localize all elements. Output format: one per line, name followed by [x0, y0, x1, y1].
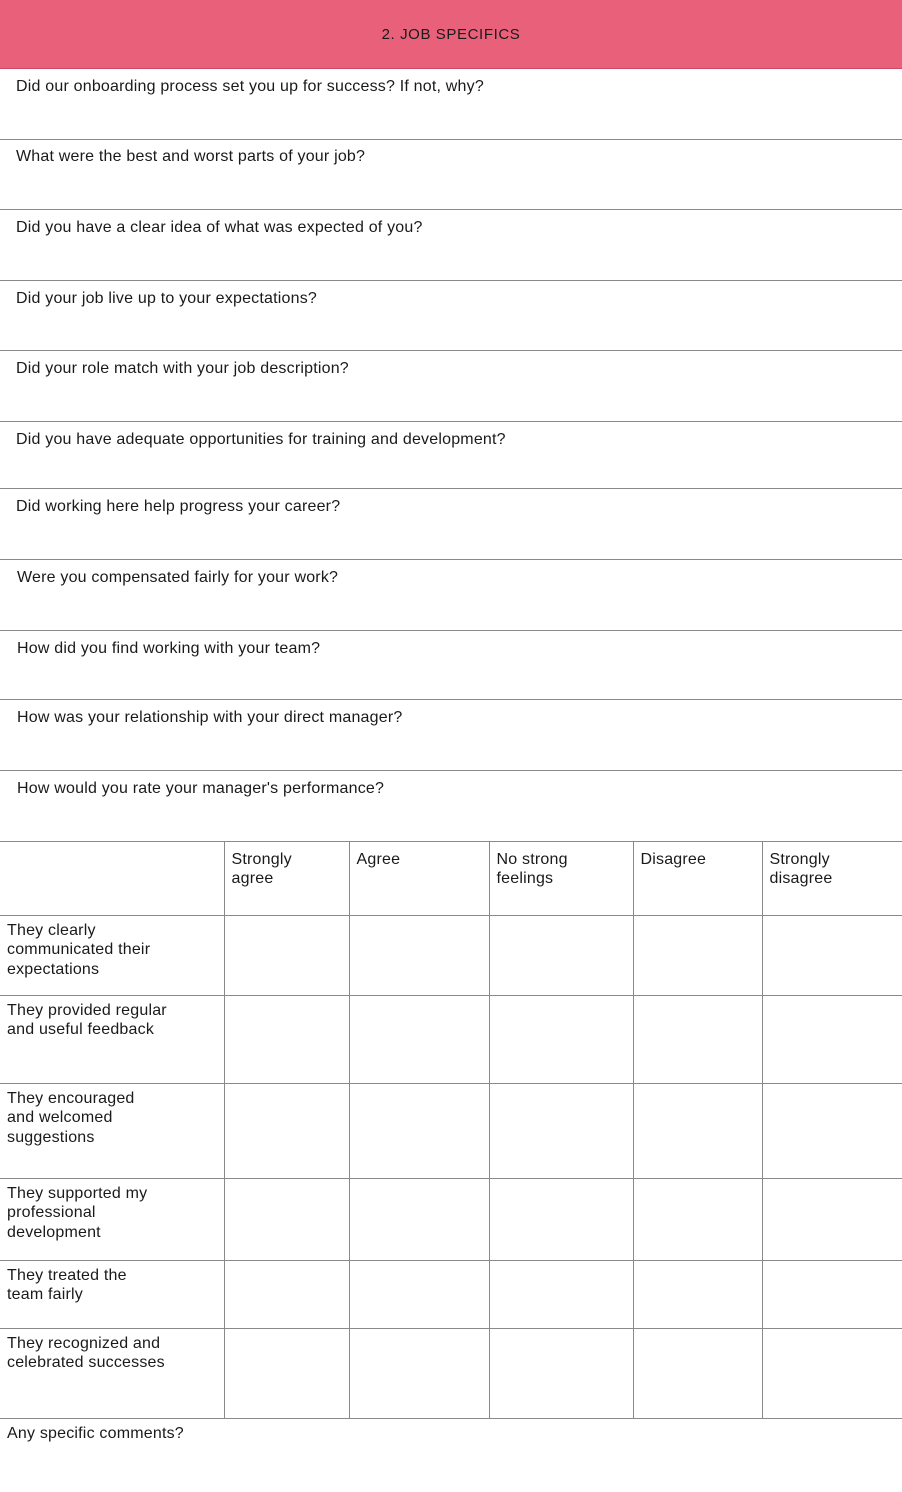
rating-row-fairness	[0, 1261, 902, 1329]
rating-cell-no-strong-feelings[interactable]	[489, 1261, 633, 1329]
question-label: How was your relationship with your direct manager?	[17, 709, 403, 726]
statement-label: They recognized and celebrated successes	[0, 1329, 224, 1419]
statement-label: They encouraged and welcomed suggestions	[0, 1084, 224, 1179]
question-label: Did working here help progress your career?	[16, 498, 341, 515]
question-label: Did you have a clear idea of what was expected of you?	[16, 219, 423, 236]
question-training[interactable]	[0, 422, 902, 489]
rating-cell-no-strong-feelings[interactable]	[489, 1329, 633, 1419]
rating-cell-strongly-agree[interactable]	[224, 1084, 349, 1179]
question-compensation[interactable]	[0, 560, 902, 631]
comments-field[interactable]	[0, 1420, 902, 1492]
rating-header-row	[0, 842, 902, 916]
question-best-worst-parts[interactable]	[0, 140, 902, 210]
rating-row-suggestions	[0, 1084, 902, 1179]
statement-label: They provided regular and useful feedback	[0, 996, 224, 1084]
rating-cell-disagree[interactable]	[633, 1084, 762, 1179]
question-role-match[interactable]	[0, 351, 902, 422]
question-onboarding[interactable]	[0, 69, 902, 140]
rating-cell-strongly-disagree[interactable]	[762, 1261, 902, 1329]
column-no-strong-feelings: No strong feelings	[489, 842, 633, 916]
rating-cell-no-strong-feelings[interactable]	[489, 1179, 633, 1261]
rating-cell-agree[interactable]	[349, 1261, 489, 1329]
rating-row-communicated	[0, 916, 902, 996]
column-agree: Agree	[349, 842, 489, 916]
rating-cell-no-strong-feelings[interactable]	[489, 916, 633, 996]
question-label: How did you find working with your team?	[17, 640, 321, 657]
rating-cell-disagree[interactable]	[633, 1329, 762, 1419]
question-label: Did your job live up to your expectations?	[16, 290, 318, 307]
rating-cell-disagree[interactable]	[633, 916, 762, 996]
manager-rating-table	[0, 841, 902, 1419]
section-header	[0, 0, 902, 69]
rating-cell-disagree[interactable]	[633, 1179, 762, 1261]
column-disagree: Disagree	[633, 842, 762, 916]
rating-cell-strongly-agree[interactable]	[224, 1329, 349, 1419]
rating-cell-strongly-disagree[interactable]	[762, 1084, 902, 1179]
question-career-progress[interactable]	[0, 489, 902, 560]
question-job-expectations[interactable]	[0, 281, 902, 351]
question-manager-relationship[interactable]	[0, 700, 902, 771]
rating-cell-strongly-agree[interactable]	[224, 996, 349, 1084]
rating-cell-strongly-disagree[interactable]	[762, 916, 902, 996]
rating-row-development	[0, 1179, 902, 1261]
rating-cell-agree[interactable]	[349, 1179, 489, 1261]
question-team[interactable]	[0, 631, 902, 700]
statement-label: They supported my professional development	[0, 1179, 224, 1261]
column-strongly-disagree: Strongly disagree	[762, 842, 902, 916]
question-label: How would you rate your manager's performance?	[17, 780, 385, 797]
question-manager-rating	[0, 771, 902, 841]
column-strongly-agree: Strongly agree	[224, 842, 349, 916]
rating-cell-disagree[interactable]	[633, 996, 762, 1084]
rating-cell-agree[interactable]	[349, 1084, 489, 1179]
question-clear-expectations[interactable]	[0, 210, 902, 281]
question-label: What were the best and worst parts of your job?	[16, 148, 366, 165]
rating-row-feedback	[0, 996, 902, 1084]
statement-label: They treated the team fairly	[0, 1261, 224, 1329]
rating-cell-strongly-agree[interactable]	[224, 1179, 349, 1261]
rating-cell-agree[interactable]	[349, 996, 489, 1084]
comments-label: Any specific comments?	[7, 1425, 184, 1442]
question-label: Did you have adequate opportunities for training and development?	[16, 431, 506, 448]
rating-cell-agree[interactable]	[349, 1329, 489, 1419]
rating-cell-disagree[interactable]	[633, 1261, 762, 1329]
rating-cell-agree[interactable]	[349, 916, 489, 996]
question-label: Did your role match with your job description?	[16, 360, 349, 377]
rating-cell-strongly-disagree[interactable]	[762, 996, 902, 1084]
rating-cell-no-strong-feelings[interactable]	[489, 996, 633, 1084]
question-label: Did our onboarding process set you up for success? If not, why?	[16, 78, 484, 95]
rating-corner-cell	[0, 842, 224, 916]
rating-cell-strongly-disagree[interactable]	[762, 1179, 902, 1261]
rating-cell-strongly-agree[interactable]	[224, 916, 349, 996]
rating-cell-strongly-agree[interactable]	[224, 1261, 349, 1329]
question-label: Were you compensated fairly for your work?	[17, 569, 339, 586]
rating-row-successes	[0, 1329, 902, 1419]
section-title: 2. JOB SPECIFICS	[381, 25, 521, 43]
statement-label: They clearly communicated their expectations	[0, 916, 224, 996]
rating-cell-strongly-disagree[interactable]	[762, 1329, 902, 1419]
rating-cell-no-strong-feelings[interactable]	[489, 1084, 633, 1179]
